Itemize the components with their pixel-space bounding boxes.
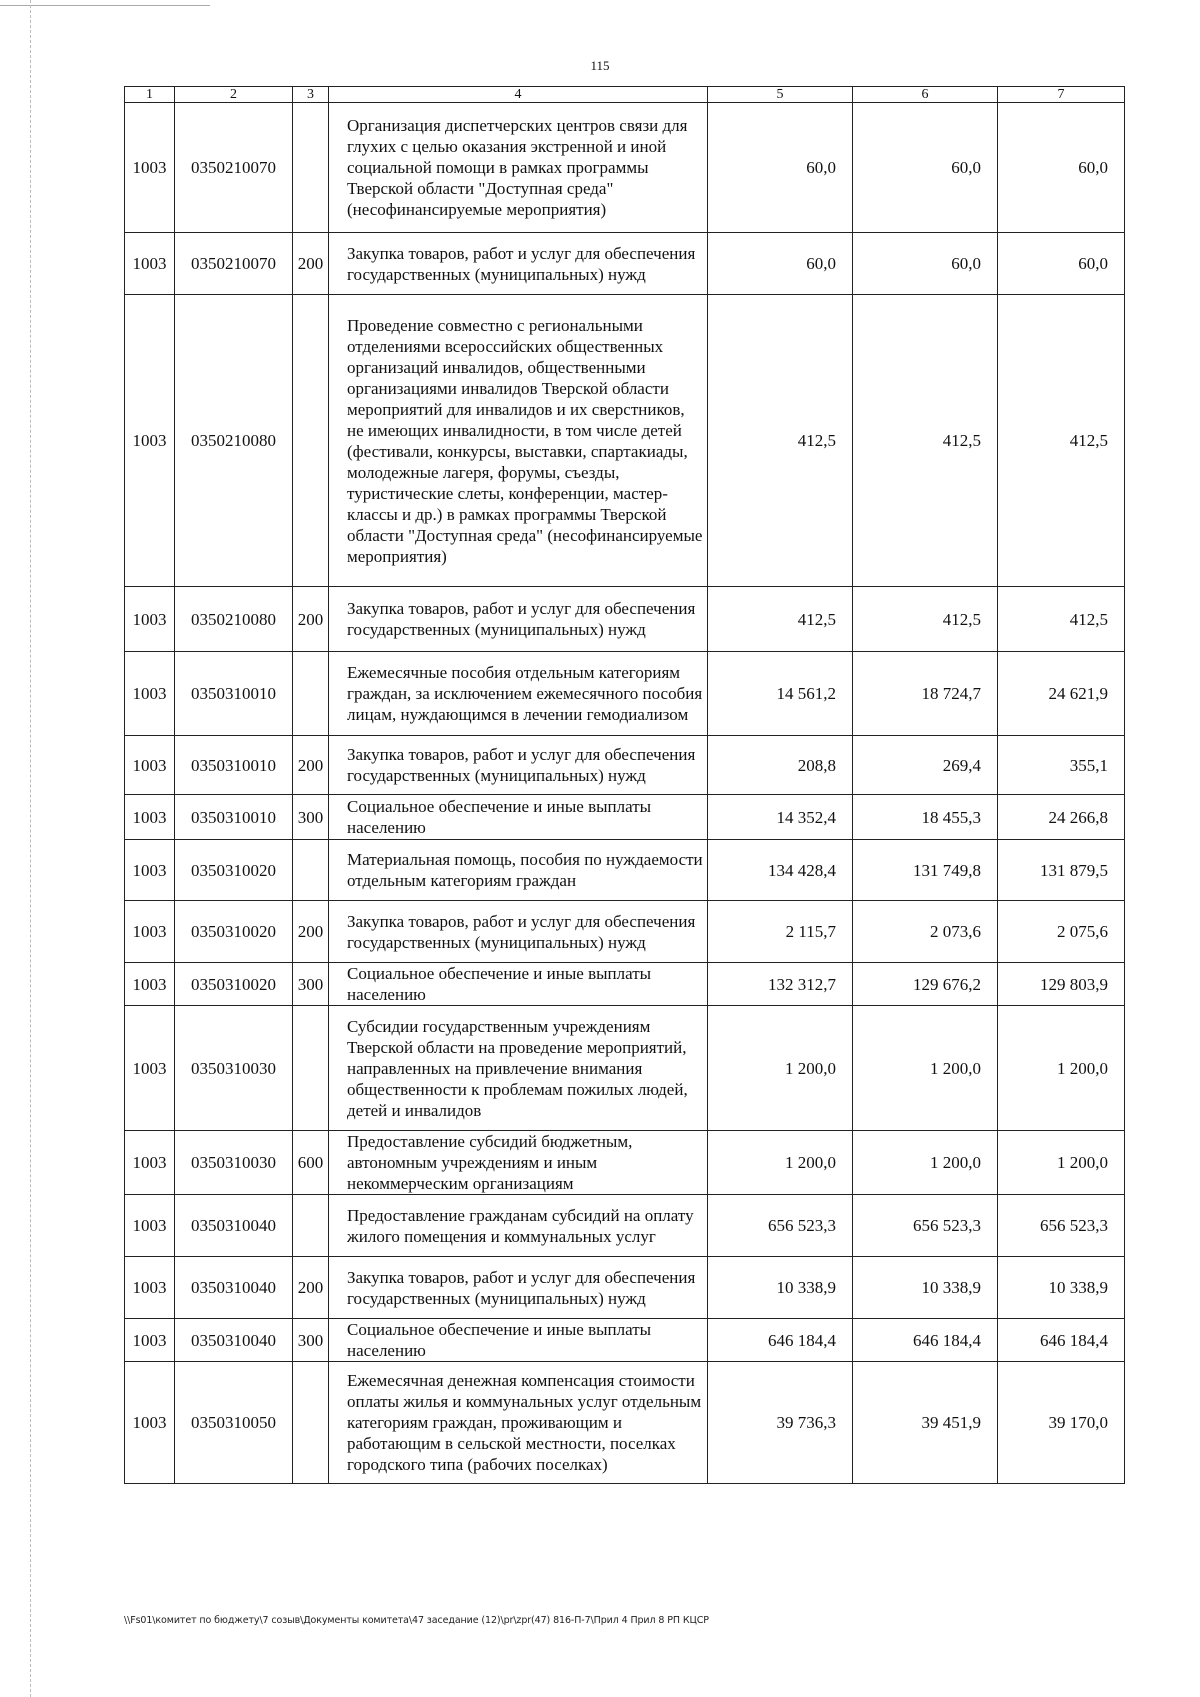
- row-target-code: 0350310020: [175, 901, 293, 963]
- column-header: 7: [998, 87, 1125, 103]
- table-row: [125, 1006, 1125, 1131]
- row-value-col6: 18 455,3: [853, 795, 998, 840]
- row-value-col6: 1 200,0: [853, 1006, 998, 1131]
- row-expense-type-code: 200: [293, 1257, 329, 1319]
- row-value-col6: 131 749,8: [853, 840, 998, 901]
- row-value-col5: 656 523,3: [708, 1195, 853, 1257]
- row-section-code: 1003: [125, 295, 175, 587]
- row-value-col5: 1 200,0: [708, 1006, 853, 1131]
- table-row: [125, 963, 1125, 1006]
- row-expense-type-code: 200: [293, 736, 329, 795]
- row-description: Закупка товаров, работ и услуг для обеспечения государственных (муниципальных) нужд: [329, 736, 708, 795]
- table-row: [125, 587, 1125, 652]
- row-expense-type-code: 200: [293, 901, 329, 963]
- row-expense-type-code: 200: [293, 233, 329, 295]
- row-section-code: 1003: [125, 1319, 175, 1362]
- table-row: [125, 901, 1125, 963]
- table-row: [125, 736, 1125, 795]
- row-description: Закупка товаров, работ и услуг для обеспечения государственных (муниципальных) нужд: [329, 233, 708, 295]
- footer-file-path: \\Fs01\комитет по бюджету\7 созыв\Документы комитета\47 заседание (12)\pr\zpr(47) 816-П-7\Прил 4 Прил 8 РП КЦСР: [124, 1615, 709, 1626]
- row-expense-type-code: [293, 652, 329, 736]
- row-section-code: 1003: [125, 1195, 175, 1257]
- row-expense-type-code: [293, 840, 329, 901]
- row-section-code: 1003: [125, 1362, 175, 1484]
- table-row: [125, 1319, 1125, 1362]
- row-section-code: 1003: [125, 963, 175, 1006]
- row-section-code: 1003: [125, 736, 175, 795]
- row-expense-type-code: [293, 1362, 329, 1484]
- column-header: 2: [175, 87, 293, 103]
- row-section-code: 1003: [125, 840, 175, 901]
- table-row: [125, 652, 1125, 736]
- row-value-col6: 39 451,9: [853, 1362, 998, 1484]
- row-value-col7: 1 200,0: [998, 1131, 1125, 1195]
- row-value-col7: 129 803,9: [998, 963, 1125, 1006]
- row-target-code: 0350310020: [175, 840, 293, 901]
- row-value-col6: 412,5: [853, 295, 998, 587]
- row-section-code: 1003: [125, 901, 175, 963]
- row-description: Предоставление гражданам субсидий на оплату жилого помещения и коммунальных услуг: [329, 1195, 708, 1257]
- row-target-code: 0350310030: [175, 1006, 293, 1131]
- row-value-col5: 14 561,2: [708, 652, 853, 736]
- row-target-code: 0350310020: [175, 963, 293, 1006]
- row-description: Закупка товаров, работ и услуг для обеспечения государственных (муниципальных) нужд: [329, 901, 708, 963]
- row-section-code: 1003: [125, 652, 175, 736]
- row-description: Социальное обеспечение и иные выплаты населению: [329, 795, 708, 840]
- table-row: [125, 795, 1125, 840]
- row-value-col7: 412,5: [998, 295, 1125, 587]
- row-value-col5: 412,5: [708, 587, 853, 652]
- row-value-col6: 269,4: [853, 736, 998, 795]
- column-header: 6: [853, 87, 998, 103]
- row-value-col5: 412,5: [708, 295, 853, 587]
- row-description: Субсидии государственным учреждениям Тверской области на проведение мероприятий, направленных на привлечение внимания общественности к проблемам пожилых людей, детей и инвалидов: [329, 1006, 708, 1131]
- row-value-col6: 646 184,4: [853, 1319, 998, 1362]
- row-target-code: 0350210080: [175, 295, 293, 587]
- row-value-col7: 656 523,3: [998, 1195, 1125, 1257]
- row-value-col7: 60,0: [998, 233, 1125, 295]
- row-value-col7: 2 075,6: [998, 901, 1125, 963]
- row-target-code: 0350310050: [175, 1362, 293, 1484]
- row-target-code: 0350310010: [175, 652, 293, 736]
- row-value-col5: 208,8: [708, 736, 853, 795]
- row-description: Организация диспетчерских центров связи для глухих с целью оказания экстренной и иной социальной помощи в рамках программы Тверской области "Доступная среда" (несофинансируемые мероприятия): [329, 103, 708, 233]
- table-row: [125, 295, 1125, 587]
- row-value-col7: 24 266,8: [998, 795, 1125, 840]
- row-description: Ежемесячная денежная компенсация стоимости оплаты жилья и коммунальных услуг отдельным категориям граждан, проживающим и работающим в сельской местности, поселках городского типа (рабочих поселках): [329, 1362, 708, 1484]
- row-expense-type-code: [293, 295, 329, 587]
- row-value-col5: 60,0: [708, 233, 853, 295]
- table-row: [125, 1362, 1125, 1484]
- row-expense-type-code: 300: [293, 1319, 329, 1362]
- row-description: Социальное обеспечение и иные выплаты населению: [329, 963, 708, 1006]
- row-value-col7: 646 184,4: [998, 1319, 1125, 1362]
- row-value-col7: 355,1: [998, 736, 1125, 795]
- row-value-col7: 60,0: [998, 103, 1125, 233]
- row-value-col7: 412,5: [998, 587, 1125, 652]
- row-section-code: 1003: [125, 587, 175, 652]
- row-value-col7: 39 170,0: [998, 1362, 1125, 1484]
- row-value-col5: 134 428,4: [708, 840, 853, 901]
- row-expense-type-code: 300: [293, 795, 329, 840]
- row-value-col6: 656 523,3: [853, 1195, 998, 1257]
- table-row: [125, 233, 1125, 295]
- row-section-code: 1003: [125, 1006, 175, 1131]
- table-row: [125, 840, 1125, 901]
- table-row: [125, 1195, 1125, 1257]
- row-value-col6: 60,0: [853, 103, 998, 233]
- row-value-col6: 1 200,0: [853, 1131, 998, 1195]
- row-value-col5: 39 736,3: [708, 1362, 853, 1484]
- row-description: Закупка товаров, работ и услуг для обеспечения государственных (муниципальных) нужд: [329, 1257, 708, 1319]
- row-expense-type-code: 600: [293, 1131, 329, 1195]
- column-header: 4: [329, 87, 708, 103]
- row-value-col5: 1 200,0: [708, 1131, 853, 1195]
- row-value-col6: 129 676,2: [853, 963, 998, 1006]
- row-target-code: 0350310010: [175, 795, 293, 840]
- row-description: Материальная помощь, пособия по нуждаемости отдельным категориям граждан: [329, 840, 708, 901]
- table-row: [125, 1257, 1125, 1319]
- row-expense-type-code: 300: [293, 963, 329, 1006]
- row-description: Предоставление субсидий бюджетным, автономным учреждениям и иным некоммерческим организациям: [329, 1131, 708, 1195]
- table-row: [125, 103, 1125, 233]
- row-target-code: 0350310040: [175, 1319, 293, 1362]
- row-value-col7: 1 200,0: [998, 1006, 1125, 1131]
- row-target-code: 0350310030: [175, 1131, 293, 1195]
- row-expense-type-code: 200: [293, 587, 329, 652]
- row-expense-type-code: [293, 1195, 329, 1257]
- table-row: [125, 1131, 1125, 1195]
- row-value-col5: 10 338,9: [708, 1257, 853, 1319]
- row-value-col5: 14 352,4: [708, 795, 853, 840]
- column-header: 1: [125, 87, 175, 103]
- row-value-col7: 131 879,5: [998, 840, 1125, 901]
- row-value-col5: 2 115,7: [708, 901, 853, 963]
- row-description: Социальное обеспечение и иные выплаты населению: [329, 1319, 708, 1362]
- row-target-code: 0350310040: [175, 1195, 293, 1257]
- row-value-col7: 10 338,9: [998, 1257, 1125, 1319]
- row-target-code: 0350210070: [175, 233, 293, 295]
- row-value-col6: 18 724,7: [853, 652, 998, 736]
- row-section-code: 1003: [125, 1131, 175, 1195]
- row-value-col6: 60,0: [853, 233, 998, 295]
- row-description: Ежемесячные пособия отдельным категориям граждан, за исключением ежемесячного пособия лицам, нуждающимся в лечении гемодиализом: [329, 652, 708, 736]
- column-header: 3: [293, 87, 329, 103]
- row-description: Проведение совместно с региональными отделениями всероссийских общественных организаций инвалидов, общественными организациями инвалидов Тверской области мероприятий для инвалидов и их сверстников, не имеющих инвалидности, в том числе детей (фестивали, конкурсы, выставки, спартакиады, молодежные лагеря, форумы, съезды, туристические слеты, конференции, мастер-классы и др.) в рамках программы Тверской области "Доступная среда" (несофинансируемые мероприятия): [329, 295, 708, 587]
- row-section-code: 1003: [125, 103, 175, 233]
- row-target-code: 0350210070: [175, 103, 293, 233]
- row-target-code: 0350210080: [175, 587, 293, 652]
- row-description: Закупка товаров, работ и услуг для обеспечения государственных (муниципальных) нужд: [329, 587, 708, 652]
- budget-table: [124, 86, 1125, 1484]
- scan-margin-line: [30, 0, 32, 1697]
- row-value-col7: 24 621,9: [998, 652, 1125, 736]
- row-target-code: 0350310010: [175, 736, 293, 795]
- row-section-code: 1003: [125, 795, 175, 840]
- row-target-code: 0350310040: [175, 1257, 293, 1319]
- column-header: 5: [708, 87, 853, 103]
- row-value-col5: 132 312,7: [708, 963, 853, 1006]
- row-expense-type-code: [293, 103, 329, 233]
- row-value-col6: 2 073,6: [853, 901, 998, 963]
- row-value-col5: 60,0: [708, 103, 853, 233]
- table-header-row: [125, 87, 1125, 103]
- row-value-col6: 10 338,9: [853, 1257, 998, 1319]
- row-expense-type-code: [293, 1006, 329, 1131]
- row-value-col5: 646 184,4: [708, 1319, 853, 1362]
- page-number: 115: [590, 58, 610, 73]
- row-section-code: 1003: [125, 233, 175, 295]
- row-section-code: 1003: [125, 1257, 175, 1319]
- row-value-col6: 412,5: [853, 587, 998, 652]
